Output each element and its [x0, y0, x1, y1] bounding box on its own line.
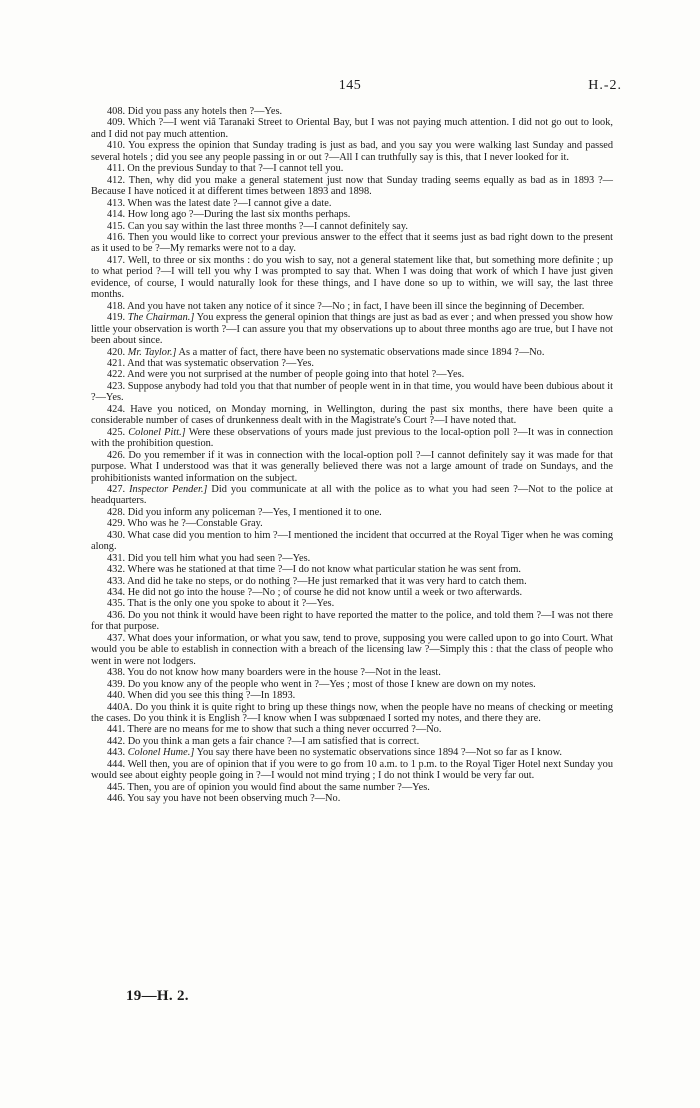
- page-number: 145: [338, 78, 362, 93]
- question-paragraph: 434. He did not go into the house ?—No ; of course he did not know until a week or two afterwards.: [107, 587, 523, 599]
- question-paragraph: [91, 347, 613, 358]
- paragraph-text: Did you communicate at all with the police as to what you had seen ?—Not to the police at headquarters.: [91, 483, 613, 507]
- question-paragraph: 431. Did you tell him what you had seen ?—Yes.: [107, 552, 311, 564]
- speaker-label: Inspector Pender.]: [129, 483, 208, 495]
- question-paragraph: 433. And did he take no steps, or do nothing ?—He just remarked that it was very hard to catch them.: [107, 575, 527, 587]
- question-paragraph: 446. You say you have not been observing much ?—No.: [107, 793, 341, 805]
- question-paragraph: 432. Where was he stationed at that time ?—I do not know what particular station he was sent from.: [107, 564, 522, 576]
- question-number: 420.: [107, 346, 126, 358]
- question-paragraph: 424. Have you noticed, on Monday morning, in Wellington, during the past six months, there have been quite a considerable number of cases of drunkenness dealt with in the Magistrate's Court ?—I have noted that.: [91, 403, 613, 427]
- speaker-label: The Chairman.]: [127, 312, 195, 324]
- question-paragraph: 409. Which ?—I went viâ Taranaki Street to Oriental Bay, but I was not paying much attention. I did not go out to look, and I did not pay much attention.: [91, 117, 613, 140]
- question-number: 443.: [107, 747, 126, 759]
- question-paragraph: 437. What does your information, or what you saw, tend to prove, supposing you were called upon to go into Court. What would you be able to establish in connection with a breach of the licensing law ?—Simply this : that the class of people who went in were not lodgers.: [91, 632, 613, 667]
- question-paragraph: [91, 427, 613, 450]
- paragraph-text: You express the general opinion that things are just as bad as ever ; and when pressed you show how little your observation is worth ?—I can assure you that my observations up to about three months ago are true, but I have not been about since.: [91, 312, 613, 347]
- question-paragraph: 436. Do you not think it would have been right to have reported the matter to the police, and told them ?—I was not there for that purpose.: [91, 609, 613, 633]
- question-paragraph: [91, 484, 613, 507]
- paragraph-text: Were these observations of yours made just previous to the local-option poll ?—It was in connection with the prohibition question.: [91, 426, 614, 450]
- question-paragraph: 423. Suppose anybody had told you that that number of people went in in that time, you would have been dubious about it ?—Yes.: [91, 380, 613, 404]
- question-paragraph: 416. Then you would like to correct your previous answer to the effect that it seems just as bad right down to the present as it used to be ?—My remarks were not to a day.: [91, 231, 613, 255]
- question-paragraph: 417. Well, to three or six months : do you wish to say, not a general statement like that, but something more definite ; up to what period ?—I will tell you why I was prompted to say that. When I was doing that work of which I have just given evidence, of course, I would naturally look for these things, and I have done so up to within, we will say, the last three months.: [91, 254, 613, 301]
- question-paragraph: 412. Then, why did you make a general statement just now that Sunday trading seems equally as bad as in 1893 ?—Because I have noticed it at different times between 1893 and 1898.: [91, 174, 613, 198]
- paragraph-text: You say there have been no systematic observations since 1894 ?—Not so far as I know.: [196, 747, 562, 759]
- question-paragraph: [91, 747, 613, 758]
- question-paragraph: 429. Who was he ?—Constable Gray.: [107, 518, 263, 530]
- question-paragraph: 413. When was the latest date ?—I cannot give a date.: [107, 197, 332, 209]
- question-paragraph: 440. When did you see this thing ?—In 1893.: [107, 690, 296, 702]
- question-number: 419.: [107, 312, 126, 324]
- question-paragraph: [91, 312, 613, 346]
- speaker-label: Colonel Pitt.]: [128, 426, 186, 438]
- question-number: 427.: [107, 483, 126, 495]
- question-paragraph: 439. Do you know any of the people who went in ?—Yes ; most of those I knew are down on my notes.: [107, 678, 536, 690]
- question-paragraph: 411. On the previous Sunday to that ?—I cannot tell you.: [107, 163, 344, 175]
- question-paragraph: 445. Then, you are of opinion you would find about the same number ?—Yes.: [107, 781, 430, 793]
- question-paragraph: 442. Do you think a man gets a fair chance ?—I am satisfied that is correct.: [107, 735, 420, 747]
- question-paragraph: 440A. Do you think it is quite right to bring up these things now, when the people have no means of checking or meeting the cases. Do you think it is English ?—I know when I was subpœnaed I sorted my notes, and there they are.: [91, 701, 613, 725]
- question-paragraph: 441. There are no means for me to show that such a thing never occurred ?—No.: [107, 724, 442, 736]
- question-paragraph: 428. Did you inform any policeman ?—Yes, I mentioned it to one.: [107, 506, 382, 518]
- printer-signature: 19—H. 2.: [126, 988, 189, 1004]
- page-header: [0, 78, 700, 98]
- question-paragraph: 421. And that was systematic observation ?—Yes.: [107, 357, 314, 369]
- question-paragraph: 430. What case did you mention to him ?—I mentioned the incident that occurred at the Royal Tiger when he was coming along.: [91, 529, 613, 553]
- speaker-label: Colonel Hume.]: [127, 747, 195, 759]
- question-number: 425.: [107, 426, 126, 438]
- question-paragraph: 415. Can you say within the last three months ?—I cannot definitely say.: [107, 220, 408, 232]
- question-paragraph: 422. And were you not surprised at the number of people going into that hotel ?—Yes.: [107, 369, 465, 381]
- evidence-transcript: [91, 106, 613, 805]
- question-paragraph: 414. How long ago ?—During the last six months perhaps.: [107, 209, 351, 221]
- question-paragraph: 444. Well then, you are of opinion that if you were to go from 10 a.m. to 1 p.m. to the Royal Tiger Hotel next Sunday you would see about eighty people going in ?—I would not mind trying ; I do not think I would be very far out.: [91, 758, 613, 782]
- question-paragraph: 435. That is the only one you spoke to about it ?—Yes.: [107, 598, 335, 610]
- question-paragraph: 410. You express the opinion that Sunday trading is just as bad, and you say you were walking last Sunday and passed several hotels ; did you see any people passing in or out ?—All I can truthfully say is this, that I never looked for it.: [91, 140, 613, 163]
- speaker-label: Mr. Taylor.]: [127, 346, 177, 358]
- question-paragraph: 438. You do not know how many boarders were in the house ?—Not in the least.: [107, 667, 441, 679]
- paragraph-text: As a matter of fact, there have been no systematic observations made since 1894 ?—No.: [178, 346, 545, 358]
- question-paragraph: 408. Did you pass any hotels then ?—Yes.: [107, 106, 283, 117]
- document-reference: H.-2.: [588, 78, 622, 93]
- question-paragraph: 426. Do you remember if it was in connection with the local-option poll ?—I cannot definitely say it was made for that purpose. What I understood was that it was generally believed there was not a large amount of trade on Sundays, and the prohibitionists wanted information on the subject.: [91, 449, 613, 484]
- question-paragraph: 418. And you have not taken any notice of it since ?—No ; in fact, I have been ill since the beginning of December.: [107, 300, 585, 312]
